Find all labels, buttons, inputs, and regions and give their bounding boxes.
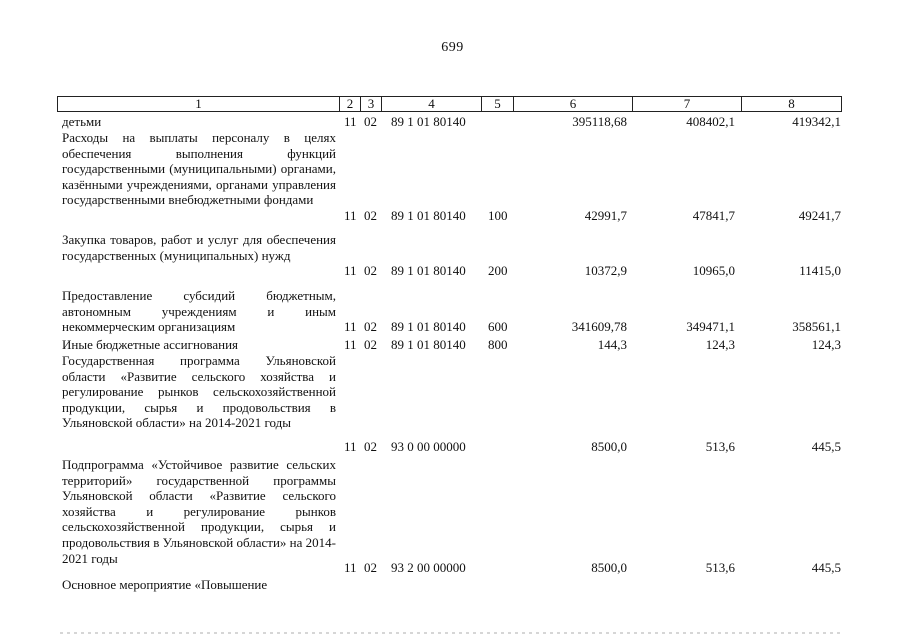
row-amount-col7: 408402,1	[686, 114, 735, 129]
row-section: 11	[344, 208, 357, 223]
row-subsection: 02	[364, 208, 377, 223]
row-amount-col6: 144,3	[597, 337, 627, 352]
row-amount-col8: 419342,1	[792, 114, 841, 129]
row-subsection: 02	[364, 560, 377, 575]
row-expense-type: 200	[488, 263, 508, 278]
row-subsection: 02	[364, 263, 377, 278]
scan-edge-artifact	[60, 632, 840, 634]
row-target-code: 89 1 01 80140	[391, 263, 466, 278]
header-col-7: 7	[632, 97, 741, 111]
row-target-code: 89 1 01 80140	[391, 114, 466, 129]
row-description: Основное мероприятие «Повышение	[62, 577, 268, 592]
row-subsection: 02	[364, 114, 377, 129]
row-expense-type: 800	[488, 337, 508, 352]
row-subsection: 02	[364, 319, 377, 334]
header-col-5: 5	[481, 97, 513, 111]
row-amount-col7: 10965,0	[692, 263, 735, 278]
row-amount-col8: 49241,7	[798, 208, 841, 223]
row-amount-col7: 124,3	[705, 337, 735, 352]
row-section: 11	[344, 319, 357, 334]
row-section: 11	[344, 439, 357, 454]
row-amount-col8: 358561,1	[792, 319, 841, 334]
row-amount-col6: 10372,9	[584, 263, 627, 278]
row-section: 11	[344, 337, 357, 352]
row-description: Государственная программа Ульяновской области «Развитие сельского хозяйства и регулирование рынков сельскохозяйственной продукции, сырья и продовольствия в Ульяновской области» на 2014-2021 годы	[62, 353, 336, 431]
row-target-code: 89 1 01 80140	[391, 319, 466, 334]
header-col-2: 2	[339, 97, 360, 111]
row-section: 11	[344, 560, 357, 575]
row-description: Закупка товаров, работ и услуг для обеспечения государственных (муниципальных) нужд	[62, 232, 336, 263]
row-description: детьми	[62, 114, 102, 129]
row-description: Предоставление субсидий бюджетным, автономным учреждениям и иным некоммерческим организациям	[62, 288, 336, 335]
row-expense-type: 600	[488, 319, 508, 334]
row-section: 11	[344, 263, 357, 278]
row-amount-col7: 513,6	[705, 439, 735, 454]
row-subsection: 02	[364, 337, 377, 352]
row-amount-col8: 124,3	[811, 337, 841, 352]
row-description: Подпрограмма «Устойчивое развитие сельских территорий» государственной программы Ульяновской области «Развитие сельского хозяйства и регулирование рынков сельскохозяйственной продукции, сырья и продовольствия в Ульяновской области» на 2014-2021 годы	[62, 457, 336, 566]
row-amount-col6: 395118,68	[572, 114, 627, 129]
row-amount-col6: 8500,0	[591, 439, 627, 454]
row-subsection: 02	[364, 439, 377, 454]
row-amount-col6: 341609,78	[571, 319, 627, 334]
row-amount-col8: 445,5	[811, 439, 841, 454]
row-target-code: 93 0 00 00000	[391, 439, 466, 454]
header-col-4: 4	[381, 97, 481, 111]
row-section: 11	[344, 114, 357, 129]
row-amount-col6: 8500,0	[591, 560, 627, 575]
row-target-code: 93 2 00 00000	[391, 560, 466, 575]
row-amount-col6: 42991,7	[584, 208, 627, 223]
row-amount-col7: 513,6	[705, 560, 735, 575]
header-col-3: 3	[360, 97, 381, 111]
row-expense-type: 100	[488, 208, 508, 223]
header-col-6: 6	[513, 97, 632, 111]
row-amount-col8: 445,5	[811, 560, 841, 575]
row-target-code: 89 1 01 80140	[391, 337, 466, 352]
header-col-1: 1	[195, 96, 202, 111]
header-col-8: 8	[741, 97, 841, 111]
row-amount-col8: 11415,0	[799, 263, 841, 278]
table-header	[57, 96, 842, 112]
row-description: Расходы на выплаты персоналу в целях обеспечения выполнения функций государственными (муниципальными) органами, казёнными учреждениями, органами управления государственными внебюджетными фондами	[62, 130, 336, 208]
row-amount-col7: 47841,7	[692, 208, 735, 223]
page-number: 699	[441, 40, 464, 55]
row-description: Иные бюджетные ассигнования	[62, 337, 239, 352]
row-target-code: 89 1 01 80140	[391, 208, 466, 223]
row-amount-col7: 349471,1	[686, 319, 735, 334]
